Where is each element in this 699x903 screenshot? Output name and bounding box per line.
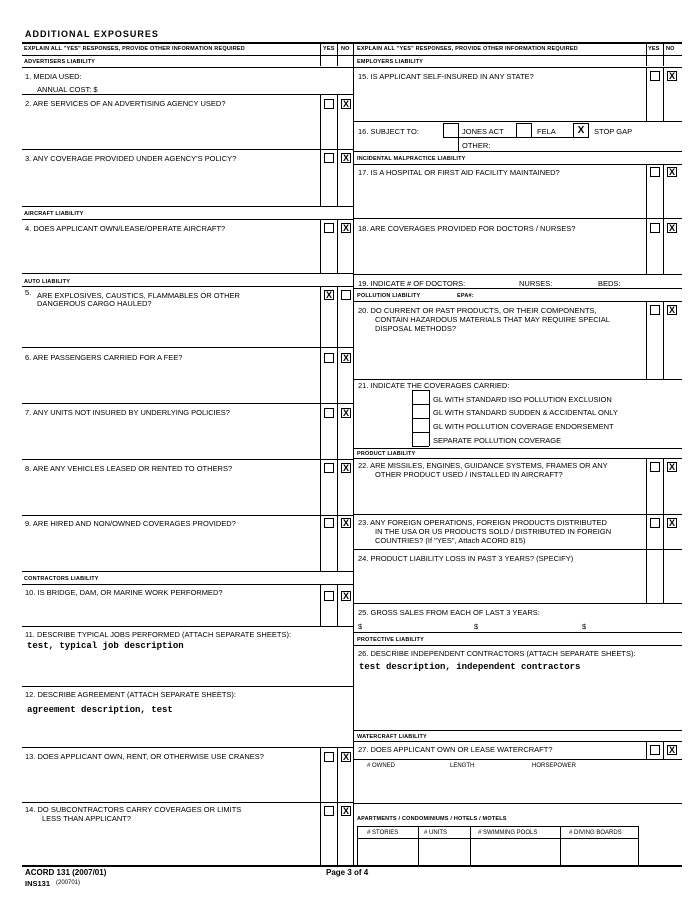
q9-no-checkbox[interactable]: X (342, 518, 349, 528)
q20-label-line1: 20. DO CURRENT OR PAST PRODUCTS, OR THEIR COMPONENTS, (358, 306, 597, 315)
q16-jones-act-box[interactable] (443, 123, 459, 138)
q19-beds-label: BEDS: (598, 279, 621, 288)
q13-label: 13. DOES APPLICANT OWN, RENT, OR OTHERWISE USE CRANES? (25, 752, 264, 761)
ins-date: (200701) (56, 880, 81, 886)
pollution-epa-label: EPA#: (457, 293, 474, 299)
q27-label: 27. DOES APPLICANT OWN OR LEASE WATERCRAFT? (358, 745, 553, 754)
q20-label-line3: DISPOSAL METHODS? (375, 324, 456, 333)
q9-yes-checkbox[interactable] (324, 518, 334, 528)
q3-label: 3. ANY COVERAGE PROVIDED UNDER AGENCY'S POLICY? (25, 154, 237, 163)
q5-number: 5. (25, 288, 32, 297)
q7-no-checkbox[interactable]: X (342, 408, 349, 418)
q16-other-label: OTHER: (462, 141, 491, 150)
q8-label: 8. ARE ANY VEHICLES LEASED OR RENTED TO OTHERS? (25, 464, 233, 473)
q5-yes-checkbox[interactable]: X (325, 290, 332, 300)
q16-stop-gap-box[interactable]: X (573, 123, 589, 138)
q11-label: 11. DESCRIBE TYPICAL JOBS PERFORMED (ATTACH SEPARATE SHEETS): (25, 630, 292, 639)
q20-label-line2: CONTAIN HAZARDOUS MATERIALS THAT MAY REQUIRE SPECIAL (375, 315, 610, 324)
q19-doctors-label: 19. INDICATE # OF DOCTORS: (358, 279, 466, 288)
q14-label-line2: LESS THAN APPLICANT? (42, 814, 132, 823)
q27-yes-checkbox[interactable] (650, 745, 660, 755)
right-no-header: NO (666, 46, 675, 52)
q22-label-line1: 22. ARE MISSILES, ENGINES, GUIDANCE SYSTEMS, FRAMES OR ANY (358, 461, 608, 470)
q5-label-line2: DANGEROUS CARGO HAULED? (37, 299, 152, 308)
q17-yes-checkbox[interactable] (650, 167, 660, 177)
section-watercraft-liability: WATERCRAFT LIABILITY (357, 734, 427, 740)
q24-label: 24. PRODUCT LIABILITY LOSS IN PAST 3 YEARS? (SPECIFY) (358, 554, 574, 563)
q18-label: 18. ARE COVERAGES PROVIDED FOR DOCTORS / NURSES? (358, 224, 576, 233)
q12-answer[interactable]: agreement description, test (27, 705, 173, 715)
q2-label: 2. ARE SERVICES OF AN ADVERTISING AGENCY USED? (25, 99, 226, 108)
q10-yes-checkbox[interactable] (324, 591, 334, 601)
q20-yes-checkbox[interactable] (650, 305, 660, 315)
left-yes-header: YES (323, 46, 335, 52)
q13-no-checkbox[interactable]: X (342, 752, 349, 762)
q21-option-separate-pollution[interactable]: SEPARATE POLLUTION COVERAGE (433, 436, 562, 445)
q12-label: 12. DESCRIBE AGREEMENT (ATTACH SEPARATE SHEETS): (25, 690, 237, 699)
right-explain-header: EXPLAIN ALL "YES" RESPONSES, PROVIDE OTHER INFORMATION REQUIRED (357, 46, 578, 52)
q19-nurses-label: NURSES: (519, 279, 553, 288)
q3-yes-checkbox[interactable] (324, 153, 334, 163)
q13-yes-checkbox[interactable] (324, 752, 334, 762)
q14-yes-checkbox[interactable] (324, 806, 334, 816)
q22-no-checkbox[interactable]: X (668, 462, 675, 472)
q16-stop-gap-label: STOP GAP (594, 127, 633, 136)
q23-label-line2: IN THE USA OR US PRODUCTS SOLD / DISTRIBUTED IN FOREIGN (375, 527, 612, 536)
q26-label: 26. DESCRIBE INDEPENDENT CONTRACTORS (ATTACH SEPARATE SHEETS): (358, 649, 636, 658)
q8-no-checkbox[interactable]: X (342, 463, 349, 473)
q14-label-line1: 14. DO SUBCONTRACTORS CARRY COVERAGES OR LIMITS (25, 805, 242, 814)
q6-yes-checkbox[interactable] (324, 353, 334, 363)
q9-label: 9. ARE HIRED AND NON/OWNED COVERAGES PROVIDED? (25, 519, 236, 528)
q5-no-checkbox[interactable] (341, 290, 351, 300)
q16-jones-act-label: JONES ACT (462, 127, 504, 136)
q1-media-used: 1. MEDIA USED: (25, 72, 82, 81)
q16-fela-label: FELA (537, 127, 556, 136)
q2-no-checkbox[interactable]: X (342, 99, 349, 109)
q6-label: 6. ARE PASSENGERS CARRIED FOR A FEE? (25, 353, 183, 362)
q4-label: 4. DOES APPLICANT OWN/LEASE/OPERATE AIRCRAFT? (25, 224, 226, 233)
q27-owned-header: # OWNED (367, 763, 396, 769)
q16-label: 16. SUBJECT TO: (358, 127, 419, 136)
q14-no-checkbox[interactable]: X (342, 806, 349, 816)
section-aircraft-liability: AIRCRAFT LIABILITY (24, 211, 84, 217)
q21-option-iso-exclusion[interactable]: GL WITH STANDARD ISO POLLUTION EXCLUSION (433, 395, 612, 404)
q11-answer[interactable]: test, typical job description (27, 641, 184, 651)
q4-no-checkbox[interactable]: X (342, 223, 349, 233)
q23-label-line3: COUNTRIES? (If "YES", Attach ACORD 815) (375, 536, 526, 545)
section-contractors-liability: CONTRACTORS LIABILITY (24, 576, 99, 582)
q18-yes-checkbox[interactable] (650, 223, 660, 233)
q25-year1-dollar[interactable]: $ (358, 622, 363, 631)
section-protective-liability: PROTECTIVE LIABILITY (357, 637, 424, 643)
q15-yes-checkbox[interactable] (650, 71, 660, 81)
section-pollution-liability: POLLUTION LIABILITY (357, 293, 421, 299)
q26-answer[interactable]: test description, independent contractors (359, 662, 581, 672)
q27-horsepower-header: HORSEPOWER (532, 763, 577, 769)
section-auto-liability: AUTO LIABILITY (24, 279, 71, 285)
q10-no-checkbox[interactable]: X (342, 591, 349, 601)
q4-yes-checkbox[interactable] (324, 223, 334, 233)
left-no-header: NO (341, 46, 350, 52)
q20-no-checkbox[interactable]: X (668, 305, 675, 315)
q16-fela-box[interactable] (516, 123, 532, 138)
page-number: Page 3 of 4 (326, 868, 369, 877)
q21-option-pollution-endorsement[interactable]: GL WITH POLLUTION COVERAGE ENDORSEMENT (433, 422, 614, 431)
q15-no-checkbox[interactable]: X (668, 71, 675, 81)
q2-yes-checkbox[interactable] (324, 99, 334, 109)
page-title: ADDITIONAL EXPOSURES (25, 29, 159, 39)
ins-code: INS131 (25, 879, 51, 888)
form-id: ACORD 131 (2007/01) (25, 868, 107, 877)
q21-option-sudden-accidental[interactable]: GL WITH STANDARD SUDDEN & ACCIDENTAL ONLY (433, 408, 618, 417)
q7-yes-checkbox[interactable] (324, 408, 334, 418)
q22-label-line2: OTHER PRODUCT USED / INSTALLED IN AIRCRAFT? (375, 470, 563, 479)
apt-stories-header: # STORIES (367, 830, 399, 836)
section-apartments-condos-hotels: APARTMENTS / CONDOMINIUMS / HOTELS / MOTELS (357, 816, 507, 822)
section-product-liability: PRODUCT LIABILITY (357, 451, 416, 457)
q7-label: 7. ANY UNITS NOT INSURED BY UNDERLYING POLICIES? (25, 408, 230, 417)
q23-label-line1: 23. ANY FOREIGN OPERATIONS, FOREIGN PRODUCTS DISTRIBUTED (358, 518, 607, 527)
q5-label-line1: ARE EXPLOSIVES, CAUSTICS, FLAMMABLES OR OTHER (37, 291, 240, 300)
q22-yes-checkbox[interactable] (650, 462, 660, 472)
q23-yes-checkbox[interactable] (650, 518, 660, 528)
q23-no-checkbox[interactable]: X (668, 518, 675, 528)
apt-diving-boards-header: # DIVING BOARDS (569, 830, 622, 836)
right-yes-header: YES (648, 46, 660, 52)
apt-pools-header: # SWIMMING POOLS (478, 830, 538, 836)
q15-label: 15. IS APPLICANT SELF-INSURED IN ANY STATE? (358, 72, 534, 81)
q17-label: 17. IS A HOSPITAL OR FIRST AID FACILITY MAINTAINED? (358, 168, 560, 177)
q17-no-checkbox[interactable]: X (668, 167, 675, 177)
q21-label: 21. INDICATE THE COVERAGES CARRIED: (358, 381, 510, 390)
apt-units-header: # UNITS (424, 830, 448, 836)
q8-yes-checkbox[interactable] (324, 463, 334, 473)
section-employers-liability: EMPLOYERS LIABILITY (357, 59, 424, 65)
q18-no-checkbox[interactable]: X (668, 223, 675, 233)
q27-length-header: LENGTH (450, 763, 475, 769)
q6-no-checkbox[interactable]: X (342, 353, 349, 363)
q1-annual-cost: ANNUAL COST: $ (37, 85, 98, 94)
section-advertisers-liability: ADVERTISERS LIABILITY (24, 59, 96, 65)
q25-year2-dollar[interactable]: $ (474, 622, 479, 631)
q25-label: 25. GROSS SALES FROM EACH OF LAST 3 YEARS: (358, 608, 540, 617)
q10-label: 10. IS BRIDGE, DAM, OR MARINE WORK PERFORMED? (25, 588, 223, 597)
section-incidental-malpractice: INCIDENTAL MALPRACTICE LIABILITY (357, 156, 466, 162)
q27-no-checkbox[interactable]: X (668, 745, 675, 755)
q3-no-checkbox[interactable]: X (342, 153, 349, 163)
left-explain-header: EXPLAIN ALL "YES" RESPONSES, PROVIDE OTHER INFORMATION REQUIRED (24, 46, 245, 52)
q25-year3-dollar[interactable]: $ (582, 622, 587, 631)
